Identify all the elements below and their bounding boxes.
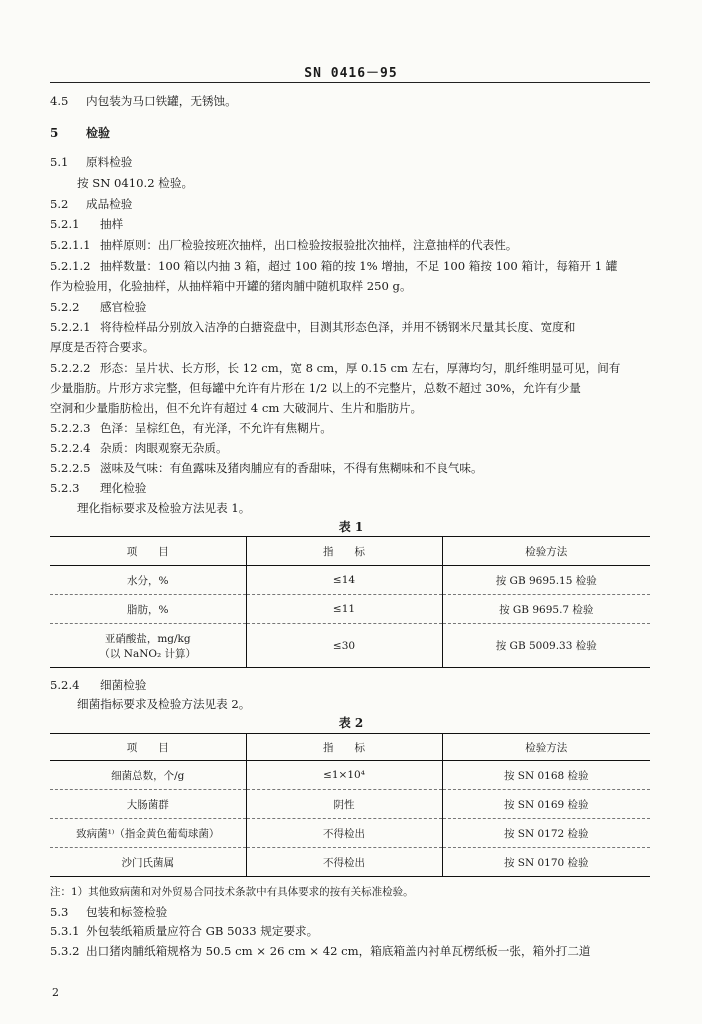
cell-method: 按 GB 9695.7 检验 <box>442 595 650 624</box>
cell-value: ≤30 <box>246 624 442 668</box>
cell-value: 阴性 <box>246 790 442 819</box>
header-item: 项 目 <box>50 537 246 566</box>
clause-4-5: 4.5 内包装为马口铁罐，无锈蚀。 <box>50 94 237 108</box>
clause-5-2-3-body: 理化指标要求及检验方法见表 1。 <box>77 501 251 515</box>
clause-5-3-2: 5.3.2 出口猪肉脯纸箱规格为 50.5 cm × 26 cm × 42 cm，箱底箱盖内衬单瓦楞纸板一张，箱外打二道 <box>50 944 591 958</box>
table-row <box>50 624 650 668</box>
clause-5-2-4-body: 细菌指标要求及检验方法见表 2。 <box>77 697 251 711</box>
cell-item-line1: 亚硝酸盐，mg/kg <box>104 632 191 645</box>
cell-value: ≤1×10⁴ <box>246 761 442 790</box>
clause-5-2-1-2: 5.2.1.2 抽样数量：100 箱以内抽 3 箱，超过 100 箱的按 1% 增抽，不足 100 箱按 100 箱计，每箱开 1 罐 <box>50 259 618 273</box>
cell-method: 按 SN 0168 检验 <box>442 761 650 790</box>
clause-5-2-3: 5.2.3 理化检验 <box>50 481 147 495</box>
clause-5-2-2-2-cont1: 少量脂肪。片形方求完整，但每罐中允许有片形在 1/2 以上的不完整片，总数不超过 30%，允许有少量 <box>50 381 581 395</box>
clause-5-2-4: 5.2.4 细菌检验 <box>50 678 147 692</box>
clause-5-2-2-1: 5.2.2.1 将待检样品分别放入洁净的白搪瓷盘中，目测其形态色泽，并用不锈钢米尺量其长度、宽度和 <box>50 320 576 334</box>
table-row <box>50 595 650 624</box>
cell-item: 细菌总数，个/g <box>50 761 246 790</box>
table-row <box>50 819 650 848</box>
section-5-heading: 5 检验 <box>50 126 111 140</box>
table-header-row <box>50 734 650 761</box>
table-2-caption: 表 2 <box>338 716 364 730</box>
clause-5-3-1: 5.3.1 外包装纸箱质量应符合 GB 5033 规定要求。 <box>50 924 319 938</box>
table-row <box>50 790 650 819</box>
table-1-caption: 表 1 <box>338 520 364 534</box>
cell-method: 按 GB 9695.15 检验 <box>442 566 650 595</box>
page-number: 2 <box>52 986 59 999</box>
cell-item: 致病菌¹⁾（指金黄色葡萄球菌） <box>50 819 246 848</box>
table-header-row <box>50 537 650 566</box>
cell-method: 按 SN 0169 检验 <box>442 790 650 819</box>
cell-value: 不得检出 <box>246 819 442 848</box>
header-rule <box>50 82 650 83</box>
clause-5-2-2-4: 5.2.2.4 杂质：肉眼观察无杂质。 <box>50 441 228 455</box>
clause-5-3: 5.3 包装和标签检验 <box>50 905 168 919</box>
table-row <box>50 848 650 877</box>
clause-5-2-2-5: 5.2.2.5 滋味及气味：有鱼露味及猪肉脯应有的香甜味，不得有焦糊味和不良气味。 <box>50 461 483 475</box>
standard-number-header: SN 0416－95 <box>304 66 398 81</box>
header-value: 指 标 <box>246 537 442 566</box>
clause-5-2-2-1-cont: 厚度是否符合要求。 <box>50 340 155 354</box>
clause-5-2-2: 5.2.2 感官检验 <box>50 300 147 314</box>
cell-item: 沙门氏菌属 <box>50 848 246 877</box>
cell-item: 水分，% <box>50 566 246 595</box>
cell-value: 不得检出 <box>246 848 442 877</box>
header-item: 项 目 <box>50 734 246 761</box>
header-method: 检验方法 <box>442 734 650 761</box>
clause-5-2-1-2-cont: 作为检验用，化验抽样，从抽样箱中开罐的猪肉脯中随机取样 250 g。 <box>50 279 412 293</box>
table-row <box>50 566 650 595</box>
cell-method: 按 SN 0170 检验 <box>442 848 650 877</box>
table-2-footnote: 注：1）其他致病菌和对外贸易合同技术条款中有具体要求的按有关标准检验。 <box>50 886 414 898</box>
cell-value: ≤14 <box>246 566 442 595</box>
cell-item <box>50 624 246 668</box>
cell-method: 按 SN 0172 检验 <box>442 819 650 848</box>
clause-5-2-2-3: 5.2.2.3 色泽：呈棕红色，有光泽，不允许有焦糊片。 <box>50 421 332 435</box>
cell-item: 脂肪，% <box>50 595 246 624</box>
cell-value: ≤11 <box>246 595 442 624</box>
table-row <box>50 761 650 790</box>
cell-item: 大肠菌群 <box>50 790 246 819</box>
table-1 <box>50 536 650 668</box>
clause-5-1-body: 按 SN 0410.2 检验。 <box>77 176 194 190</box>
clause-5-2-1-1: 5.2.1.1 抽样原则：出厂检验按班次抽样，出口检验按报验批次抽样，注意抽样的代表性。 <box>50 238 518 252</box>
clause-5-2: 5.2 成品检验 <box>50 197 133 211</box>
header-method: 检验方法 <box>442 537 650 566</box>
table-2 <box>50 733 650 877</box>
clause-5-2-2-2-cont2: 空洞和少量脂肪检出，但不允许有超过 4 cm 大破洞片、生片和脂肪片。 <box>50 401 423 415</box>
header-value: 指 标 <box>246 734 442 761</box>
clause-5-2-2-2: 5.2.2.2 形态：呈片状、长方形，长 12 cm，宽 8 cm，厚 0.15 cm 左右，厚薄均匀，肌纤维明显可见，间有 <box>50 361 621 375</box>
cell-method: 按 GB 5009.33 检验 <box>442 624 650 668</box>
cell-item-line2: （以 NaNO₂ 计算） <box>99 647 197 660</box>
clause-5-1: 5.1 原料检验 <box>50 155 133 169</box>
clause-5-2-1: 5.2.1 抽样 <box>50 217 124 231</box>
